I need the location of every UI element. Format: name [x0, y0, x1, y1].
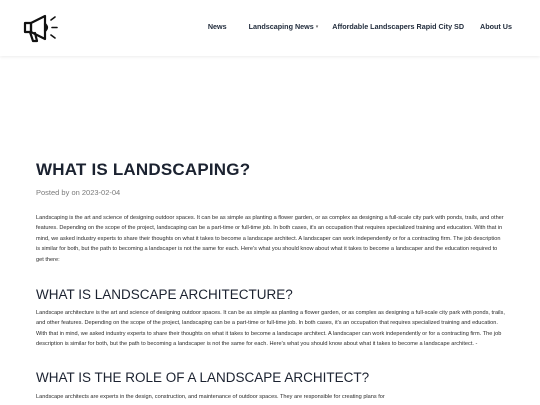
post-meta: Posted by on 2023-02-04: [36, 188, 121, 197]
main-nav: [208, 22, 512, 31]
nav-item-label: News: [207, 22, 227, 31]
megaphone-icon[interactable]: [22, 12, 60, 44]
nav-item-affordable-landscapers[interactable]: [332, 22, 464, 31]
post-intro: Landscaping is the art and science of designing outdoor spaces. It can be as simple as planting a flower garden, or as complex as designing a full-scale city park with ponds, trails, and other features. Depending on the scope of the project, landscaping can be a part-time or full-time job. In both cases, it's an occupation that requires specialized training and education. With that in mind, we asked industry experts to share their thoughts on what it takes to become a landscape architect. A landscaper can work independently or for a contracting firm. The job description is similar for both, but the path to becoming a landscaper is not the same for each. Here's what you should know about what it takes to become a landscaper and the education required to get there:: [36, 215, 504, 263]
section-text-architecture: Landscape architecture is the art and science of designing outdoor spaces. It can be as simple as planting a flower garden, or as complex as designing a full-scale city park with ponds, trails, and other features. Depending on the scope of the project, landscaping can be a part-time or full-time job. In both cases, it's an occupation that requires specialized training and education. With that in mind, we asked industry experts to share their thoughts on what it takes to become a landscape architect. A landscaper can work independently or for a contracting firm. The job description is similar for both, but the path to becoming a landscaper is not the same for each. Here's what you should know about what it takes to become a landscape architect. -: [36, 310, 505, 348]
nav-item-label: Landscaping News: [248, 22, 314, 31]
nav-item-about-us[interactable]: [480, 22, 512, 31]
nav-item-label: Affordable Landscapers Rapid City SD: [332, 22, 465, 31]
nav-item-label: About Us: [480, 22, 512, 31]
nav-item-news[interactable]: [208, 22, 227, 31]
post-header: [36, 160, 506, 197]
section-text-role: Landscape architects are experts in the design, construction, and maintenance of outdoor spaces. They are responsible for creating plans for: [36, 394, 385, 400]
section-heading-role: WHAT IS THE ROLE OF A LANDSCAPE ARCHITECT?: [36, 370, 370, 385]
nav-item-landscaping-news[interactable]: [249, 22, 319, 31]
chevron-down-icon: ▾: [315, 23, 319, 30]
site-header: [0, 0, 540, 56]
page-title: WHAT IS LANDSCAPING?: [36, 160, 251, 179]
section-heading-architecture: WHAT IS LANDSCAPE ARCHITECTURE?: [36, 287, 293, 302]
